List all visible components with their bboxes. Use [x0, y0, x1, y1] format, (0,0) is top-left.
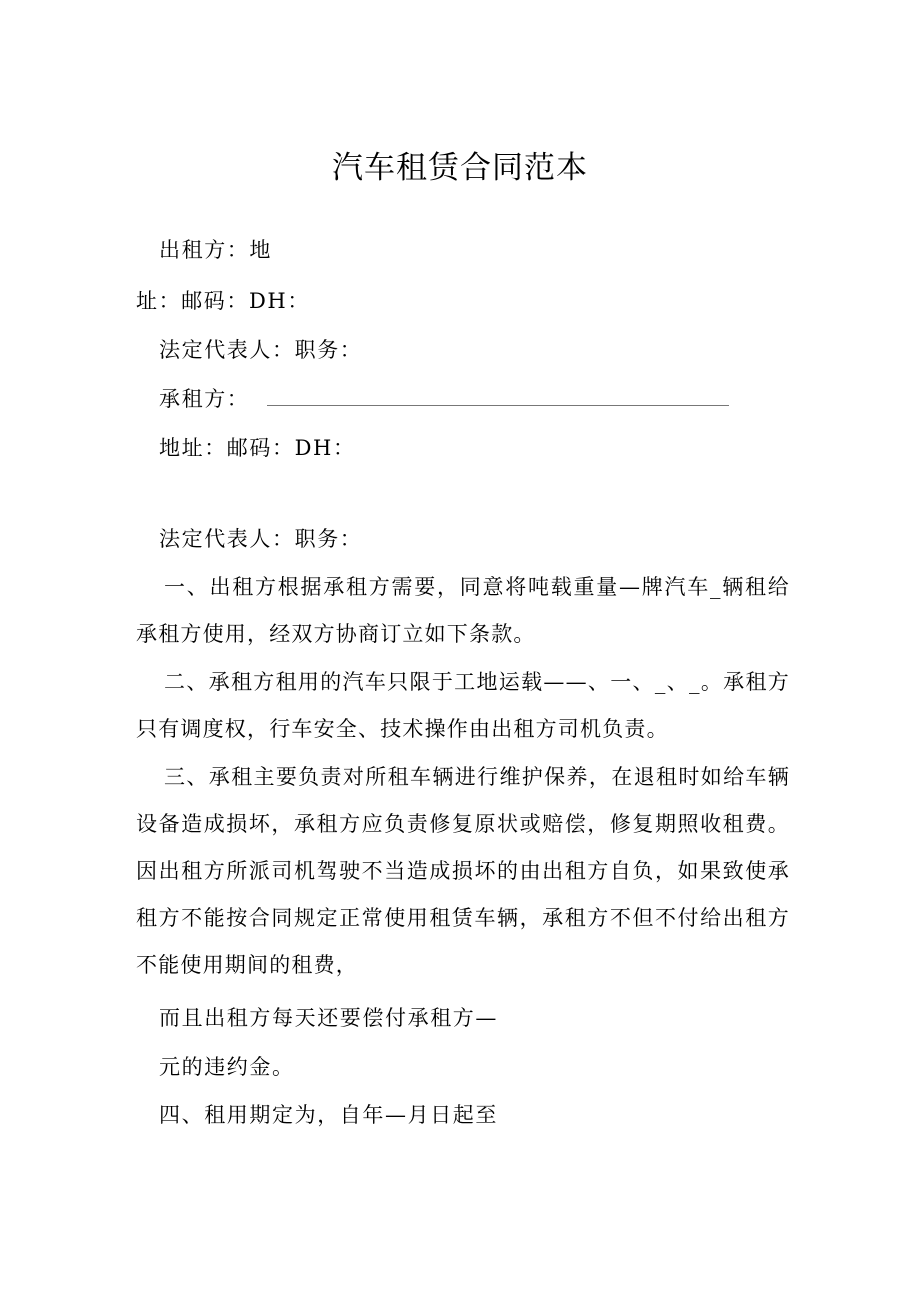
lessee-line [159, 382, 729, 416]
clause-3-continuation-1: 而且出租方每天还要偿付承租方— [159, 1006, 498, 1030]
clause-2-paragraph: 二、承租方租用的汽车只限于工地运载——、一、_、_。承租方只有调度权，行车安全、技术操作由出租方司机负责。 [136, 670, 790, 741]
lessee-address-line: 地址：邮码：DH： [159, 436, 356, 460]
clause-4-line: 四、租用期定为，自年—月日起至 [159, 1103, 498, 1127]
document-title: 汽车租赁合同范本 [332, 150, 588, 186]
clause-3-continuation-2: 元的违约金。 [159, 1055, 295, 1079]
lessee-representative-line: 法定代表人：职务： [159, 527, 363, 551]
lessor-representative-line: 法定代表人：职务： [159, 338, 363, 362]
lessee-blank-underline [267, 393, 729, 406]
lessor-address-line: 址：邮码：DH： [136, 289, 310, 313]
lessee-label: 承租方： [159, 387, 250, 411]
clause-3-paragraph: 三、承租主要负责对所租车辆进行维护保养，在退租时如给车辆设备造成损坏，承租方应负责修复原状或赔偿，修复期照收租费。因出租方所派司机驾驶不当造成损坏的由出租方自负，如果致使承租方不能按合同规定正常使用租赁车辆，承租方不但不付给出租方不能使用期间的租费， [136, 765, 790, 977]
clause-1-paragraph: 一、出租方根据承租方需要，同意将吨载重量—牌汽车_辆租给承租方使用，经双方协商订立如下条款。 [136, 575, 790, 646]
lessor-line: 出租方：地 [159, 238, 272, 262]
